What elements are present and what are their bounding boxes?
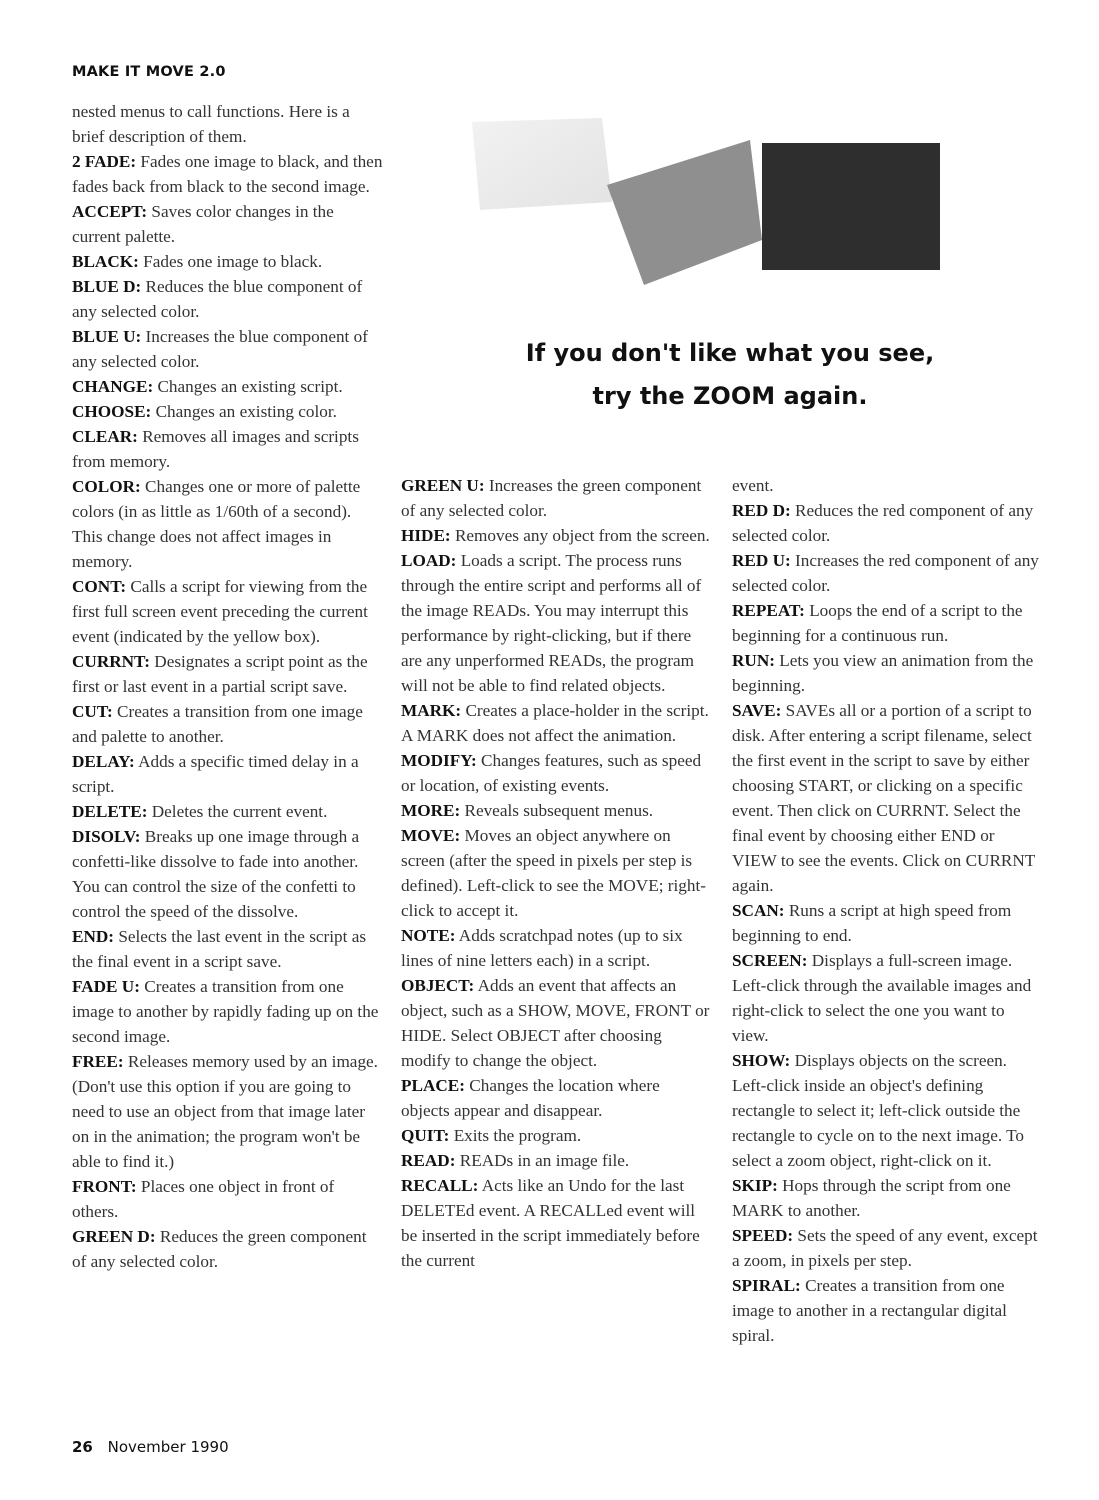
glossary-term: DELAY: bbox=[72, 752, 135, 771]
glossary-entry bbox=[72, 399, 384, 424]
glossary-entry bbox=[72, 649, 384, 699]
glossary-definition: Fades one image to black. bbox=[143, 252, 323, 271]
glossary-definition: READs in an image file. bbox=[459, 1151, 630, 1170]
glossary-definition: Changes an existing script. bbox=[157, 377, 343, 396]
glossary-term: RED U: bbox=[732, 551, 791, 570]
glossary-term: PLACE: bbox=[401, 1076, 465, 1095]
zoom-illustration bbox=[462, 110, 952, 295]
glossary-term: RECALL: bbox=[401, 1176, 479, 1195]
glossary-definition: Increases the red component of any selected color. bbox=[732, 551, 1039, 595]
page-number: 26 bbox=[72, 1438, 93, 1456]
glossary-definition: Reduces the green component of any selected color. bbox=[72, 1227, 367, 1271]
glossary-definition: Changes one or more of palette colors (in as little as 1/60th of a second). This change does not affect images in memory. bbox=[72, 477, 361, 571]
glossary-definition: nested menus to call functions. Here is a brief description of them. bbox=[72, 102, 350, 146]
glossary-term: SPEED: bbox=[732, 1226, 794, 1245]
glossary-entry bbox=[72, 199, 384, 249]
glossary-definition: Reduces the red component of any selected color. bbox=[732, 501, 1034, 545]
glossary-definition: Changes features, such as speed or location, of existing events. bbox=[401, 751, 702, 795]
glossary-term: MORE: bbox=[401, 801, 461, 820]
glossary-definition: event. bbox=[732, 476, 774, 495]
glossary-entry bbox=[732, 1048, 1042, 1173]
glossary-term: END: bbox=[72, 927, 115, 946]
pull-quote-line-2: try the ZOOM again. bbox=[592, 382, 868, 410]
text-column-1 bbox=[72, 99, 384, 1274]
glossary-term: SCREEN: bbox=[732, 951, 808, 970]
glossary-entry bbox=[401, 923, 711, 973]
issue-date: November 1990 bbox=[107, 1438, 229, 1456]
glossary-definition: Adds a specific timed delay in a script. bbox=[72, 752, 359, 796]
pull-quote bbox=[500, 332, 960, 418]
glossary-entry bbox=[732, 698, 1042, 898]
glossary-entry bbox=[401, 1073, 711, 1123]
zoom-frame-large bbox=[762, 143, 940, 270]
page-footer bbox=[72, 1438, 229, 1456]
glossary-definition: Removes all images and scripts from memory. bbox=[72, 427, 359, 471]
glossary-entry bbox=[401, 798, 711, 823]
glossary-definition: Sets the speed of any event, except a zoom, in pixels per step. bbox=[732, 1226, 1038, 1270]
glossary-entry bbox=[401, 973, 711, 1073]
glossary-term: SKIP: bbox=[732, 1176, 778, 1195]
pull-quote-line-1: If you don't like what you see, bbox=[525, 339, 935, 367]
glossary-term: CHOOSE: bbox=[72, 402, 152, 421]
glossary-entry bbox=[732, 1223, 1042, 1273]
glossary-entry bbox=[72, 1174, 384, 1224]
glossary-term: OBJECT: bbox=[401, 976, 475, 995]
glossary-term: CLEAR: bbox=[72, 427, 138, 446]
glossary-definition: Adds scratchpad notes (up to six lines of nine letters each) in a script. bbox=[401, 926, 683, 970]
glossary-term: DELETE: bbox=[72, 802, 148, 821]
glossary-entry bbox=[401, 523, 711, 548]
glossary-entry bbox=[401, 698, 711, 748]
glossary-term: BLACK: bbox=[72, 252, 139, 271]
glossary-entry bbox=[72, 974, 384, 1049]
glossary-entry bbox=[732, 948, 1042, 1048]
glossary-definition: Deletes the current event. bbox=[151, 802, 328, 821]
text-column-3 bbox=[732, 473, 1042, 1348]
glossary-entry bbox=[72, 799, 384, 824]
glossary-term: SAVE: bbox=[732, 701, 782, 720]
glossary-term: GREEN D: bbox=[72, 1227, 156, 1246]
glossary-definition: Increases the green component of any selected color. bbox=[401, 476, 702, 520]
glossary-term: REPEAT: bbox=[732, 601, 805, 620]
glossary-definition: Moves an object anywhere on screen (after the speed in pixels per step is defined). Left-click to see the MOVE; right-click to accept it. bbox=[401, 826, 706, 920]
glossary-term: MODIFY: bbox=[401, 751, 477, 770]
glossary-term: RED D: bbox=[732, 501, 791, 520]
glossary-definition: Changes an existing color. bbox=[155, 402, 337, 421]
glossary-entry bbox=[72, 924, 384, 974]
glossary-entry bbox=[401, 823, 711, 923]
glossary-term: QUIT: bbox=[401, 1126, 450, 1145]
glossary-term: SHOW: bbox=[732, 1051, 791, 1070]
glossary-definition: Fades one image to black, and then fades back from black to the second image. bbox=[72, 152, 383, 196]
text-column-2 bbox=[401, 473, 711, 1273]
glossary-term: READ: bbox=[401, 1151, 456, 1170]
glossary-entry bbox=[72, 324, 384, 374]
glossary-term: DISOLV: bbox=[72, 827, 141, 846]
glossary-term: SCAN: bbox=[732, 901, 785, 920]
glossary-entry bbox=[72, 424, 384, 474]
glossary-definition: Creates a place-holder in the script. A MARK does not affect the animation. bbox=[401, 701, 709, 745]
glossary-entry bbox=[732, 598, 1042, 648]
glossary-entry bbox=[72, 274, 384, 324]
glossary-entry bbox=[401, 748, 711, 798]
glossary-term: COLOR: bbox=[72, 477, 141, 496]
glossary-entry bbox=[732, 498, 1042, 548]
glossary-term: CHANGE: bbox=[72, 377, 154, 396]
glossary-definition: Selects the last event in the script as the final event in a script save. bbox=[72, 927, 367, 971]
glossary-entry bbox=[401, 548, 711, 698]
glossary-entry bbox=[732, 898, 1042, 948]
glossary-definition: Displays objects on the screen. Left-click inside an object's defining rectangle to select it; left-click outside the rectangle to cycle on to the next image. To select a zoom object, right-click on it. bbox=[732, 1051, 1024, 1170]
glossary-definition: Saves color changes in the current palette. bbox=[72, 202, 334, 246]
glossary-entry bbox=[72, 249, 384, 274]
glossary-entry bbox=[732, 1173, 1042, 1223]
glossary-term: NOTE: bbox=[401, 926, 456, 945]
glossary-entry bbox=[401, 473, 711, 523]
glossary-definition: Creates a transition from one image to another by rapidly fading up on the second image. bbox=[72, 977, 379, 1046]
glossary-term: FREE: bbox=[72, 1052, 124, 1071]
glossary-definition: Runs a script at high speed from beginning to end. bbox=[732, 901, 1012, 945]
glossary-term: LOAD: bbox=[401, 551, 457, 570]
glossary-entry bbox=[732, 648, 1042, 698]
glossary-definition: Releases memory used by an image. (Don't use this option if you are going to need to use an object from that image later on in the animation; the program won't be able to find it.) bbox=[72, 1052, 378, 1171]
glossary-entry bbox=[72, 374, 384, 399]
glossary-entry bbox=[72, 99, 384, 149]
glossary-definition: Lets you view an animation from the beginning. bbox=[732, 651, 1034, 695]
glossary-term: 2 FADE: bbox=[72, 152, 137, 171]
glossary-term: SPIRAL: bbox=[732, 1276, 801, 1295]
glossary-term: HIDE: bbox=[401, 526, 451, 545]
glossary-term: ACCEPT: bbox=[72, 202, 148, 221]
zoom-frame-medium bbox=[607, 140, 762, 285]
glossary-definition: Increases the blue component of any selected color. bbox=[72, 327, 368, 371]
glossary-term: FADE U: bbox=[72, 977, 140, 996]
glossary-term: BLUE D: bbox=[72, 277, 142, 296]
glossary-entry bbox=[72, 149, 384, 199]
glossary-term: GREEN U: bbox=[401, 476, 485, 495]
glossary-definition: Acts like an Undo for the last DELETEd event. A RECALLed event will be inserted in the script immediately before the current bbox=[401, 1176, 700, 1270]
glossary-definition: Creates a transition from one image and palette to another. bbox=[72, 702, 363, 746]
glossary-definition: Changes the location where objects appear and disappear. bbox=[401, 1076, 660, 1120]
glossary-term: RUN: bbox=[732, 651, 775, 670]
glossary-definition: Breaks up one image through a confetti-like dissolve to fade into another. You can control the size of the confetti to control the speed of the dissolve. bbox=[72, 827, 360, 921]
glossary-definition: Loops the end of a script to the beginning for a continuous run. bbox=[732, 601, 1023, 645]
glossary-definition: Removes any object from the screen. bbox=[454, 526, 710, 545]
zoom-frame-small bbox=[472, 118, 612, 210]
glossary-entry bbox=[72, 474, 384, 574]
glossary-definition: Designates a script point as the first or last event in a partial script save. bbox=[72, 652, 368, 696]
glossary-definition: Reduces the blue component of any selected color. bbox=[72, 277, 363, 321]
glossary-definition: Exits the program. bbox=[453, 1126, 582, 1145]
glossary-entry bbox=[72, 824, 384, 924]
glossary-entry bbox=[401, 1148, 711, 1173]
running-header: MAKE IT MOVE 2.0 bbox=[72, 64, 226, 80]
glossary-entry bbox=[732, 1273, 1042, 1348]
glossary-entry bbox=[72, 1224, 384, 1274]
glossary-definition: Adds an event that affects an object, such as a SHOW, MOVE, FRONT or HIDE. Select OBJECT after choosing modify to change the object. bbox=[401, 976, 710, 1070]
glossary-definition: Creates a transition from one image to another in a rectangular digital spiral. bbox=[732, 1276, 1007, 1345]
glossary-entry bbox=[72, 574, 384, 649]
glossary-entry bbox=[72, 699, 384, 749]
glossary-definition: Reveals subsequent menus. bbox=[464, 801, 654, 820]
glossary-definition: Loads a script. The process runs through the entire script and performs all of the image READs. You may interrupt this performance by right-clicking, but if there are any unperformed READs, the program will not be able to find related objects. bbox=[401, 551, 702, 695]
glossary-entry bbox=[401, 1123, 711, 1148]
glossary-entry bbox=[401, 1173, 711, 1273]
glossary-term: CURRNT: bbox=[72, 652, 150, 671]
glossary-definition: Calls a script for viewing from the first full screen event preceding the current event (indicated by the yellow box). bbox=[72, 577, 368, 646]
glossary-entry bbox=[72, 749, 384, 799]
glossary-term: MOVE: bbox=[401, 826, 461, 845]
glossary-entry bbox=[72, 1049, 384, 1174]
glossary-definition: Displays a full-screen image. Left-click through the available images and right-click to select the one you want to view. bbox=[732, 951, 1032, 1045]
glossary-definition: SAVEs all or a portion of a script to disk. After entering a script filename, select the first event in the script to save by either choosing START, or clicking on a specific event. Then click on CURRNT. Select the final event by choosing either END or VIEW to see the events. Click on CURRNT again. bbox=[732, 701, 1035, 895]
glossary-definition: Places one object in front of others. bbox=[72, 1177, 335, 1221]
glossary-term: BLUE U: bbox=[72, 327, 142, 346]
glossary-entry bbox=[732, 473, 1042, 498]
glossary-term: MARK: bbox=[401, 701, 462, 720]
glossary-term: FRONT: bbox=[72, 1177, 137, 1196]
glossary-term: CUT: bbox=[72, 702, 113, 721]
glossary-term: CONT: bbox=[72, 577, 127, 596]
glossary-entry bbox=[732, 548, 1042, 598]
glossary-definition: Hops through the script from one MARK to another. bbox=[732, 1176, 1011, 1220]
